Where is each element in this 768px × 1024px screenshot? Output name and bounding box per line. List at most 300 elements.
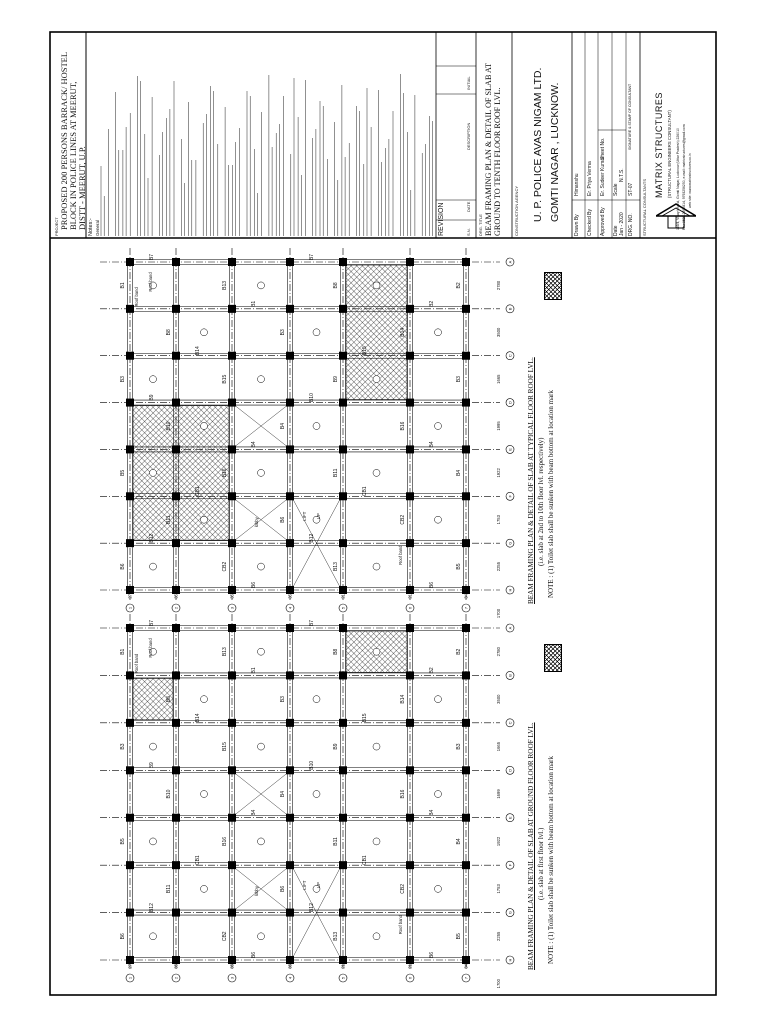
slab-tag bbox=[373, 376, 380, 383]
roof-band-label: Roof band bbox=[398, 545, 403, 565]
column bbox=[339, 305, 347, 313]
beam-label: B9 bbox=[149, 762, 155, 769]
beam-label: B1 bbox=[251, 667, 257, 674]
grid-bubble-label: B bbox=[507, 674, 513, 677]
beam-label: B6 bbox=[251, 581, 257, 589]
slab-tag bbox=[373, 933, 380, 940]
scale-label: Scale bbox=[613, 183, 619, 196]
plan-top-subtitle: (i.e. slab at 2nd to 10th floor lvl. respectively) bbox=[537, 437, 545, 566]
slab-tag bbox=[373, 563, 380, 570]
slab-tag bbox=[150, 838, 157, 845]
column bbox=[339, 399, 347, 407]
roof-band-label: Roof band bbox=[148, 638, 153, 658]
beam-label: B2 bbox=[456, 282, 462, 289]
beam-label: B11 bbox=[333, 468, 339, 478]
drg-title bbox=[484, 63, 502, 236]
column bbox=[228, 352, 236, 360]
title-block bbox=[50, 32, 716, 238]
drg-no-value: ST-07 bbox=[628, 182, 634, 196]
column bbox=[339, 258, 347, 266]
project-label: PROJECT bbox=[54, 217, 59, 236]
beam-label: B3 bbox=[456, 743, 462, 750]
dimension-label: 1753 bbox=[496, 515, 501, 525]
project-title-line-3: DISTT - MEERUT, U.P. bbox=[77, 146, 87, 230]
consultant-label: STRUCTURAL CONSULTANTS bbox=[642, 178, 647, 236]
revision-col-sn: S.N. bbox=[466, 228, 471, 236]
agency-name bbox=[530, 68, 564, 222]
column bbox=[172, 399, 180, 407]
agency-line-2: GOMTI NAGAR , LUCKNOW. bbox=[549, 82, 561, 222]
column bbox=[172, 352, 180, 360]
slab-tag bbox=[313, 791, 320, 798]
column bbox=[406, 719, 414, 727]
roof-band-label: Roof band bbox=[134, 287, 139, 307]
slab-tag bbox=[201, 516, 208, 523]
beam-label: B13 bbox=[222, 280, 228, 290]
column bbox=[286, 492, 294, 500]
column bbox=[286, 586, 294, 594]
beam-label: B14 bbox=[400, 694, 406, 704]
beam-label: B14 bbox=[195, 713, 201, 723]
column bbox=[126, 766, 134, 774]
slab-tag bbox=[258, 469, 265, 476]
column bbox=[406, 956, 414, 964]
beam-label: B1 bbox=[120, 648, 126, 655]
column bbox=[126, 624, 134, 632]
slab-tag bbox=[201, 329, 208, 336]
grid-bubble-label: G bbox=[507, 911, 513, 915]
slab-tag bbox=[258, 838, 265, 845]
beam-label: B4 bbox=[429, 809, 435, 816]
column bbox=[228, 492, 236, 500]
plan-bottom-note: NOTE : (1) Toilet slab shall be sunken with beam bottom at location mark bbox=[547, 756, 555, 964]
consultant-tagline: (STRUCTURAL ENGINEERS CONSULTANT) bbox=[667, 110, 672, 198]
beam-label: B13 bbox=[333, 562, 339, 572]
beam-label: B16 bbox=[400, 421, 406, 431]
column bbox=[462, 814, 470, 822]
column bbox=[126, 671, 134, 679]
beam-label: B3 bbox=[456, 376, 462, 383]
column bbox=[462, 352, 470, 360]
column bbox=[126, 956, 134, 964]
slab-tag bbox=[435, 696, 442, 703]
column bbox=[172, 539, 180, 547]
beam-label: B14 bbox=[195, 346, 201, 356]
beam-label: CB2 bbox=[400, 883, 406, 894]
column bbox=[126, 814, 134, 822]
column bbox=[286, 445, 294, 453]
slab-tag bbox=[150, 933, 157, 940]
column bbox=[172, 909, 180, 917]
beam-label: B16 bbox=[400, 789, 406, 799]
dimension-label: 3500 bbox=[496, 694, 501, 704]
beam-label: B10 bbox=[166, 421, 172, 431]
dimension-label: 1753 bbox=[496, 884, 501, 894]
column bbox=[406, 624, 414, 632]
dimension-label: 1995 bbox=[496, 421, 501, 431]
column bbox=[228, 399, 236, 407]
roof-band-label: Roof band bbox=[148, 272, 153, 292]
dimension-label: 1699 bbox=[496, 789, 501, 799]
beam-label: B3 bbox=[120, 376, 126, 383]
beam-label: B2 bbox=[429, 300, 435, 307]
slab-tag bbox=[373, 469, 380, 476]
grid-bubble-label: A bbox=[507, 260, 513, 264]
consultant-phone: Ph.: 0522-2390814, 9793256250, e-mail: matrixstructures@gmail.com bbox=[682, 124, 686, 230]
beam-label: B15 bbox=[362, 713, 368, 723]
beam-label: B4 bbox=[456, 469, 462, 476]
beam-label: CB1 bbox=[195, 855, 201, 866]
grid-bubble-label: 1 bbox=[127, 606, 133, 610]
lift-label: LIFT bbox=[302, 511, 307, 521]
column bbox=[462, 399, 470, 407]
roof-band-label: Roof band bbox=[398, 914, 403, 935]
agency-line-1: U. P. POLICE AVAS NIGAM LTD. bbox=[532, 67, 544, 222]
beam-label: B3 bbox=[120, 743, 126, 750]
column bbox=[462, 909, 470, 917]
lobby-label: lobby bbox=[254, 517, 259, 528]
column bbox=[172, 258, 180, 266]
slab-tag bbox=[258, 933, 265, 940]
column bbox=[406, 399, 414, 407]
slab-tag bbox=[373, 838, 380, 845]
column bbox=[172, 956, 180, 964]
column bbox=[462, 671, 470, 679]
column bbox=[126, 586, 134, 594]
column bbox=[462, 258, 470, 266]
grid-bubble-label: 2 bbox=[173, 976, 179, 980]
slab-tag bbox=[201, 423, 208, 430]
beam-label: B5 bbox=[120, 838, 126, 845]
slab-tag bbox=[435, 329, 442, 336]
grid-bubble-label: 7 bbox=[463, 976, 469, 980]
grid-bubble-label: E bbox=[507, 448, 513, 451]
slab-tag bbox=[435, 516, 442, 523]
sunken-slab-zone bbox=[133, 406, 229, 541]
beam-label: B4 bbox=[251, 441, 257, 448]
column bbox=[126, 861, 134, 869]
project-title bbox=[60, 52, 87, 230]
column bbox=[286, 909, 294, 917]
beam-label: B6 bbox=[280, 885, 286, 892]
beam-label: B9 bbox=[333, 743, 339, 750]
column bbox=[228, 305, 236, 313]
beam-label: CB1 bbox=[362, 855, 368, 866]
column bbox=[126, 399, 134, 407]
revision-col-initial: INITIAL bbox=[466, 76, 471, 90]
column bbox=[339, 539, 347, 547]
plan-bottom-subtitle: (i.e. slab at first floor lvl.) bbox=[537, 827, 545, 900]
checked-by-value: Er. Priya Verma bbox=[587, 161, 593, 196]
column bbox=[126, 445, 134, 453]
column bbox=[462, 766, 470, 774]
column bbox=[228, 445, 236, 453]
consultant-name: MATRIX STRUCTURES bbox=[654, 92, 664, 198]
column bbox=[406, 586, 414, 594]
column bbox=[172, 445, 180, 453]
beam-label: B8 bbox=[333, 282, 339, 289]
column bbox=[406, 861, 414, 869]
dimension-label: 2255 bbox=[496, 561, 501, 572]
grid-bubble-label: F bbox=[507, 863, 513, 867]
column bbox=[172, 719, 180, 727]
grid-bubble-label: 6 bbox=[407, 976, 413, 980]
plan-ground-floor bbox=[100, 614, 514, 988]
beam-label: B4 bbox=[456, 838, 462, 845]
column bbox=[462, 956, 470, 964]
beam-label: B2 bbox=[456, 648, 462, 655]
column bbox=[286, 956, 294, 964]
slab-tag bbox=[150, 376, 157, 383]
column bbox=[172, 624, 180, 632]
slab-tag bbox=[373, 648, 380, 655]
grid-bubble-label: 3 bbox=[229, 976, 235, 980]
column bbox=[406, 766, 414, 774]
stair-up-label: UP bbox=[316, 882, 321, 889]
grid-bubble-label: C bbox=[507, 354, 513, 358]
slab-tag bbox=[258, 563, 265, 570]
column bbox=[286, 305, 294, 313]
project-title-line-2: BLOCK IN POLICE LINES AT MEERUT, bbox=[68, 81, 78, 230]
beam-label: B3 bbox=[280, 696, 286, 703]
beam-label: B15 bbox=[362, 346, 368, 356]
drg-title-label: DRG. TITLE bbox=[478, 214, 483, 236]
beam-label: B6 bbox=[251, 951, 257, 959]
column bbox=[462, 539, 470, 547]
column bbox=[286, 814, 294, 822]
slab-tag bbox=[373, 743, 380, 750]
column bbox=[406, 352, 414, 360]
column bbox=[339, 814, 347, 822]
beam-label: B11 bbox=[166, 515, 172, 524]
beam-label: B7 bbox=[149, 619, 155, 627]
beam-label: B10 bbox=[309, 760, 315, 770]
beam-label: B11 bbox=[333, 837, 339, 846]
column bbox=[172, 671, 180, 679]
column bbox=[339, 586, 347, 594]
column bbox=[228, 258, 236, 266]
column bbox=[406, 814, 414, 822]
column bbox=[228, 539, 236, 547]
beam-label: CB2 bbox=[400, 514, 406, 525]
beam-label: B9 bbox=[149, 394, 155, 401]
drg-title-line-1: BEAM FRAMING PLAN & DETAIL OF SLAB AT bbox=[484, 62, 493, 236]
column bbox=[228, 861, 236, 869]
consultant-web: web site: www.matrixstructures.co.in bbox=[688, 153, 692, 208]
column bbox=[462, 624, 470, 632]
beam-label: B4 bbox=[429, 441, 435, 448]
grid-bubble-label: 4 bbox=[287, 606, 293, 610]
grid-bubble-label: 5 bbox=[340, 606, 346, 610]
agency-label: CONSTRUCTION AGENCY bbox=[514, 185, 519, 236]
drawn-by-label: Drawn By bbox=[574, 214, 580, 236]
grid-bubble-label: D bbox=[507, 768, 513, 772]
beam-label: B13 bbox=[333, 931, 339, 941]
grid-bubble-label: E bbox=[507, 816, 513, 820]
column bbox=[339, 861, 347, 869]
grid-bubble-label: 6 bbox=[407, 606, 413, 610]
column bbox=[462, 586, 470, 594]
grid-bubble-label: D bbox=[507, 401, 513, 405]
beam-label: B5 bbox=[456, 933, 462, 940]
drawn-by-value: Himanshu bbox=[574, 173, 580, 196]
grid-bubble-label: H bbox=[507, 958, 513, 962]
dimension-label: 1700 bbox=[496, 608, 501, 619]
grid-bubble-label: 1 bbox=[127, 976, 133, 980]
checked-by-label: Checked By bbox=[587, 209, 593, 236]
beam-label: B9 bbox=[333, 376, 339, 383]
beam-label: B7 bbox=[309, 253, 315, 261]
slab-tag bbox=[201, 696, 208, 703]
slab-tag bbox=[435, 423, 442, 430]
revision-col-description: DESCRIPTION bbox=[466, 122, 471, 150]
column bbox=[339, 956, 347, 964]
column bbox=[228, 766, 236, 774]
beam-label: B10 bbox=[309, 393, 315, 403]
date-label: Date bbox=[613, 225, 619, 236]
column bbox=[126, 258, 134, 266]
column bbox=[126, 719, 134, 727]
column bbox=[406, 492, 414, 500]
column bbox=[228, 624, 236, 632]
slab-tag bbox=[150, 743, 157, 750]
plan-bottom-title: BEAM FRAMING PLAN & DETAIL OF SLAB AT GROUND FLOOR ROOF LVL. bbox=[527, 722, 535, 970]
slab-tag bbox=[201, 885, 208, 892]
beam-label: B15 bbox=[222, 742, 228, 752]
beam-label: B14 bbox=[400, 327, 406, 337]
plan-top-legend-hatch bbox=[544, 272, 562, 300]
notes-heading: Notes:- bbox=[88, 218, 94, 236]
beam-label: B2 bbox=[429, 667, 435, 674]
stair-up-label: UP bbox=[316, 513, 321, 520]
column bbox=[462, 445, 470, 453]
dimension-label: 1922 bbox=[496, 468, 501, 478]
column bbox=[286, 766, 294, 774]
column bbox=[286, 671, 294, 679]
beam-label: B10 bbox=[166, 789, 172, 799]
beam-label: B12 bbox=[149, 903, 155, 913]
slab-tag bbox=[150, 469, 157, 476]
slab-tag bbox=[258, 648, 265, 655]
plan-typical-floor bbox=[100, 248, 514, 618]
sign-stamp-label: SIGNATURE & STAMP OF CONSULTANT bbox=[628, 83, 632, 150]
beam-label: B12 bbox=[149, 533, 155, 543]
grid-bubble-label: B bbox=[507, 307, 513, 311]
column bbox=[228, 909, 236, 917]
column bbox=[339, 492, 347, 500]
revision-heading: REVISION bbox=[438, 202, 445, 236]
grid-bubble-label: 4 bbox=[287, 976, 293, 980]
column bbox=[228, 671, 236, 679]
date-value: Jan - 2020 bbox=[619, 212, 625, 236]
column bbox=[339, 671, 347, 679]
beam-label: B6 bbox=[120, 563, 126, 570]
notes-subheading: General bbox=[95, 219, 100, 236]
grid-bubble-label: H bbox=[507, 588, 513, 592]
grid-bubble-label: F bbox=[507, 495, 513, 498]
column bbox=[228, 814, 236, 822]
column bbox=[286, 539, 294, 547]
beam-label: B7 bbox=[149, 253, 155, 261]
column bbox=[172, 492, 180, 500]
column bbox=[286, 624, 294, 632]
grid-bubble-label: G bbox=[507, 541, 513, 545]
column bbox=[339, 352, 347, 360]
column bbox=[406, 305, 414, 313]
beam-label: B6 bbox=[280, 516, 286, 523]
column bbox=[462, 719, 470, 727]
column bbox=[339, 445, 347, 453]
slab-tag bbox=[258, 376, 265, 383]
slab-tag bbox=[313, 329, 320, 336]
dimension-label: 1665 bbox=[496, 374, 501, 384]
grid-bubble-label: 7 bbox=[463, 606, 469, 610]
project-title-line-1: PROPOSED 200 PERSONS BARRACK/ HOSTEL bbox=[59, 51, 69, 230]
column bbox=[126, 909, 134, 917]
column bbox=[462, 861, 470, 869]
beam-label: B13 bbox=[222, 647, 228, 657]
drg-no-label: DRG. NO. bbox=[628, 213, 634, 236]
plan-top-note: NOTE : (1) Toilet slab shall be sunken with beam bottom at location mark bbox=[547, 390, 555, 598]
beam-label: B15 bbox=[222, 374, 228, 384]
column bbox=[126, 352, 134, 360]
beam-label: B4 bbox=[280, 422, 286, 430]
column bbox=[339, 719, 347, 727]
grid-bubble-label: C bbox=[507, 721, 513, 725]
column bbox=[406, 671, 414, 679]
approved-by-value: Er. Sudeer Kumar bbox=[600, 156, 606, 196]
beam-label: B7 bbox=[309, 619, 315, 627]
beam-label: B11 bbox=[166, 884, 172, 894]
slab-tag bbox=[150, 563, 157, 570]
column bbox=[228, 719, 236, 727]
column bbox=[126, 492, 134, 500]
beam-label: B5 bbox=[120, 469, 126, 476]
beam-label: B6 bbox=[429, 581, 435, 589]
beam-label: B4 bbox=[251, 809, 257, 816]
column bbox=[286, 399, 294, 407]
beam-label: B8 bbox=[333, 648, 339, 655]
grid-bubble-label: A bbox=[507, 626, 513, 630]
slab-tag bbox=[258, 282, 265, 289]
dimension-label: 1700 bbox=[496, 979, 501, 989]
grid-bubble-label: 5 bbox=[340, 976, 346, 980]
plan-top-title: BEAM FRAMING PLAN & DETAIL OF SLAB AT TYPICAL FLOOR ROOF LVL. bbox=[527, 357, 535, 604]
drg-title-line-2: GROUND TO TENTH FLOOR ROOF LVL. bbox=[493, 87, 502, 236]
column bbox=[172, 586, 180, 594]
dimension-label: 2255 bbox=[496, 931, 501, 941]
slab-tag bbox=[258, 743, 265, 750]
beam-label: B5 bbox=[456, 563, 462, 570]
consultant-address: 116/4, Vinay Khand, Gomti Nagar, Lucknow (Uttar Pradesh) 226010 bbox=[676, 128, 680, 230]
dimension-label: 1922 bbox=[496, 836, 501, 847]
beam-label: B12 bbox=[309, 903, 315, 913]
beam-label: B3 bbox=[280, 329, 286, 336]
sheet-no-label: Sheet No. bbox=[600, 137, 606, 160]
lobby-label: lobby bbox=[254, 886, 259, 897]
dimension-label: 3500 bbox=[496, 327, 501, 337]
revision-col-date: DATE bbox=[466, 201, 471, 212]
column bbox=[406, 445, 414, 453]
beam-label: B6 bbox=[429, 951, 435, 959]
dimension-label: 2780 bbox=[496, 280, 501, 291]
beam-label: CB2 bbox=[222, 561, 228, 572]
dimension-label: 1665 bbox=[496, 741, 501, 752]
column bbox=[339, 909, 347, 917]
beam-label: B1 bbox=[120, 282, 126, 289]
dimension-label: 2780 bbox=[496, 647, 501, 657]
slab-tag bbox=[201, 791, 208, 798]
